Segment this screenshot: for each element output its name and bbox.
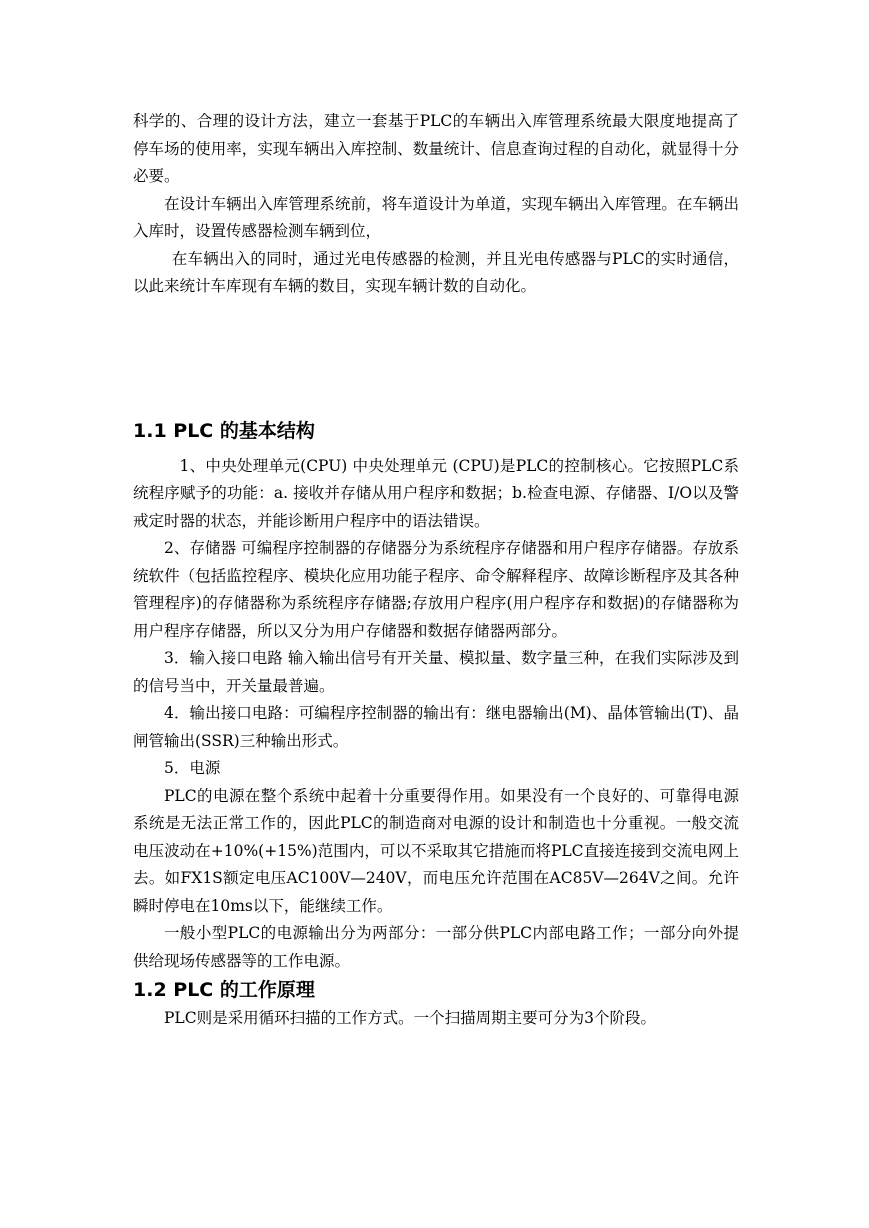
paragraph-memory: 2、存储器 可编程序控制器的存储器分为系统程序存储器和用户程序存储器。存放系统软件（包括监控程序、模块化应用功能子程序、命令解释程序、故障诊断程序及其各种管理程序)的存储器称为系统程序存储器;存放用户程序(用户程序存和数据)的存储器称为用户程序存储器，所以又分为用户存储器和数据存储器两部分。	[133, 539, 739, 640]
paragraph-working-principle: PLC则是采用循环扫描的工作方式。一个扫描周期主要可分为3个阶段。	[164, 1009, 656, 1027]
intro-paragraph-3: 在车辆出入的同时，通过光电传感器的检测，并且光电传感器与PLC的实时通信，以此来统计车库现有车辆的数目，实现车辆计数的自动化。	[133, 249, 739, 295]
section-heading-1-2: 1.2 PLC 的工作原理	[133, 979, 315, 1001]
section-heading-1-1: 1.1 PLC 的基本结构	[133, 419, 315, 442]
paragraph-power-title: 5．电源	[164, 759, 221, 777]
paragraph-power-output: 一般小型PLC的电源输出分为两部分：一部分供PLC内部电路工作；一部分向外提供给现场传感器等的工作电源。	[133, 924, 739, 970]
paragraph-input-interface: 3．输入接口电路 输入输出信号有开关量、模拟量、数字量三种，在我们实际涉及到的信号当中，开关量最普遍。	[133, 649, 739, 695]
paragraph-cpu: 1、中央处理单元(CPU) 中央处理单元 (CPU)是PLC的控制核心。它按照PLC系统程序赋予的功能：a. 接收并存储从用户程序和数据；b.检查电源、存储器、I/O以及警戒定时器的状态，并能诊断用户程序中的语法错误。	[133, 456, 739, 530]
paragraph-output-interface: 4．输出接口电路：可编程序控制器的输出有：继电器输出(M)、晶体管输出(T)、晶闸管输出(SSR)三种输出形式。	[133, 704, 739, 750]
intro-paragraph-2: 在设计车辆出入库管理系统前，将车道设计为单道，实现车辆出入库管理。在车辆出入库时，设置传感器检测车辆到位，	[133, 194, 739, 240]
intro-paragraph-1: 科学的、合理的设计方法，建立一套基于PLC的车辆出入库管理系统最大限度地提高了停车场的使用率，实现车辆出入库控制、数量统计、信息查询过程的自动化，就显得十分必要。	[133, 112, 739, 185]
section-spacer	[133, 301, 739, 411]
document-body	[133, 108, 739, 1033]
paragraph-power-body: PLC的电源在整个系统中起着十分重要得作用。如果没有一个良好的、可靠得电源系统是无法正常工作的，因此PLC的制造商对电源的设计和制造也十分重视。一般交流电压波动在+10%(+15%)范围内，可以不采取其它措施而将PLC直接连接到交流电网上去。如FX1S额定电压AC100V—240V，而电压允许范围在AC85V—264V之间。允许瞬时停电在10ms以下，能继续工作。	[133, 786, 739, 915]
